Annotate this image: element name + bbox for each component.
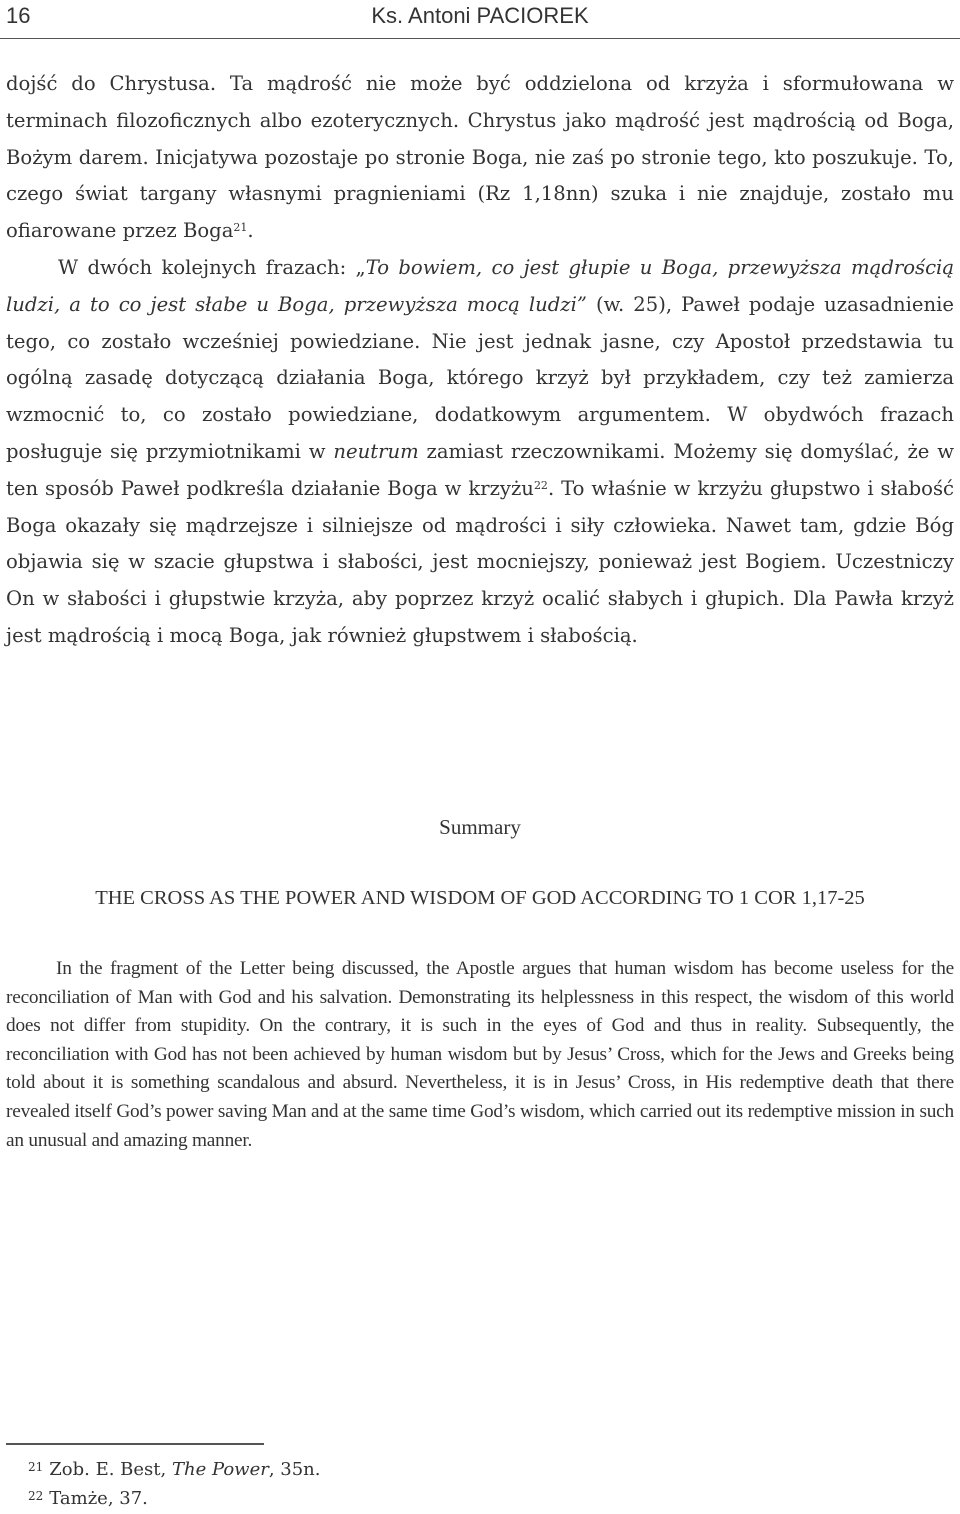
neutrum-term: neutrum [333, 439, 419, 463]
footnote-title: The Power [171, 1459, 269, 1480]
footnote-divider [6, 1443, 264, 1445]
footnote-text: Tamże, 37. [49, 1488, 148, 1509]
paragraph-2-end: . To właśnie w krzyżu głupstwo i słabość Boga okazały się mądrzejsze i silniejsze od mądrości i siły człowieka. Nawet tam, gdzie Bóg objawia się w szacie głupstwa i słabości, jest mocniejszy, ponieważ jest Bogiem. Uczestniczy On w słabości i głupstwie krzyża, aby poprzez krzyż ocalić słabych i głupich. Dla Pawła krzyż jest mądrością i mocą Boga, jak również głupstwem i słabością. [6, 476, 955, 647]
paragraph-1-text: dojść do Chrystusa. Ta mądrość nie może być oddzielona od krzyża i sformułowana w terminach filozoficznych albo ezoterycznych. Chrystus jako mądrość jest mądrością od Boga, Bożym darem. Inicjatywa pozostaje po stronie Boga, nie zaś po stronie tego, kto poszukuje. To, czego świat targany własnymi pragnieniami (Rz 1,18nn) szuka i nie znajduje, zostało mu ofiarowane przez Boga [6, 72, 954, 243]
footnotes [28, 1455, 321, 1513]
body-text [6, 66, 954, 655]
footnote-number: 22 [28, 1489, 44, 1503]
page-header [0, 0, 960, 39]
bible-quote: To bowiem, co jest głupie u Boga, przewyższa mądrością ludzi, a to co jest słabe u Boga, przewyższa mocą ludzi” [6, 255, 954, 316]
footnote-22 [28, 1484, 321, 1513]
footnote-pages: , 35n. [268, 1459, 321, 1480]
paragraph-1-end: . [247, 219, 254, 243]
paragraph-1 [6, 66, 954, 250]
summary-heading: Summary [439, 815, 521, 839]
paragraph-2-text-2: zamiast rzeczownikami. Możemy się domyślać, że w ten sposób Paweł podkreśla działanie Boga w krzyżu [6, 439, 955, 500]
page-number: 16 [6, 3, 31, 28]
paragraph-2 [6, 250, 954, 655]
footnote-21 [28, 1455, 321, 1484]
running-head: Ks. Antoni PACIOREK [371, 3, 589, 28]
footnote-ref-22: 22 [533, 478, 548, 492]
paragraph-2-start: W dwóch kolejnych frazach: „ [58, 255, 366, 279]
summary-text: In the fragment of the Letter being discussed, the Apostle argues that human wisdom has become useless for the reconciliation of Man with God and his salvation. Demonstrating its helplessness in this respect, the wisdom of this world does not differ from stupidity. On the contrary, it is such in the eyes of God and thus in reality. Subsequently, the reconciliation with God has not been achieved by human wisdom but by Jesus’ Cross, which for the Jews and Greeks being told about it is something scandalous and absurd. Nevertheless, it is in Jesus’ Cross, in His redemptive death that there revealed itself God’s power saving Man and at the same time God’s wisdom, which carried out its redemptive mission in such an unusual and amazing manner. [6, 958, 954, 1151]
summary-title: THE CROSS AS THE POWER AND WISDOM OF GOD ACCORDING TO 1 COR 1,17-25 [95, 887, 865, 909]
footnote-number: 21 [28, 1460, 44, 1474]
footnote-text: Zob. E. Best, [49, 1459, 172, 1480]
footnote-ref-21: 21 [233, 221, 248, 235]
paragraph-2-text: (w. 25), Paweł podaje uzasadnienie tego, co zostało wcześniej powiedziane. Nie jest jednak jasne, czy Apostoł przedstawia tu ogólną zasadę dotyczącą działania Boga, którego krzyż był przykładem, czy też zamierza wzmocnić to, co zostało powiedziane, dodatkowym argumentem. W obydwóch frazach posługuje się przymiotnikami w [6, 292, 954, 463]
